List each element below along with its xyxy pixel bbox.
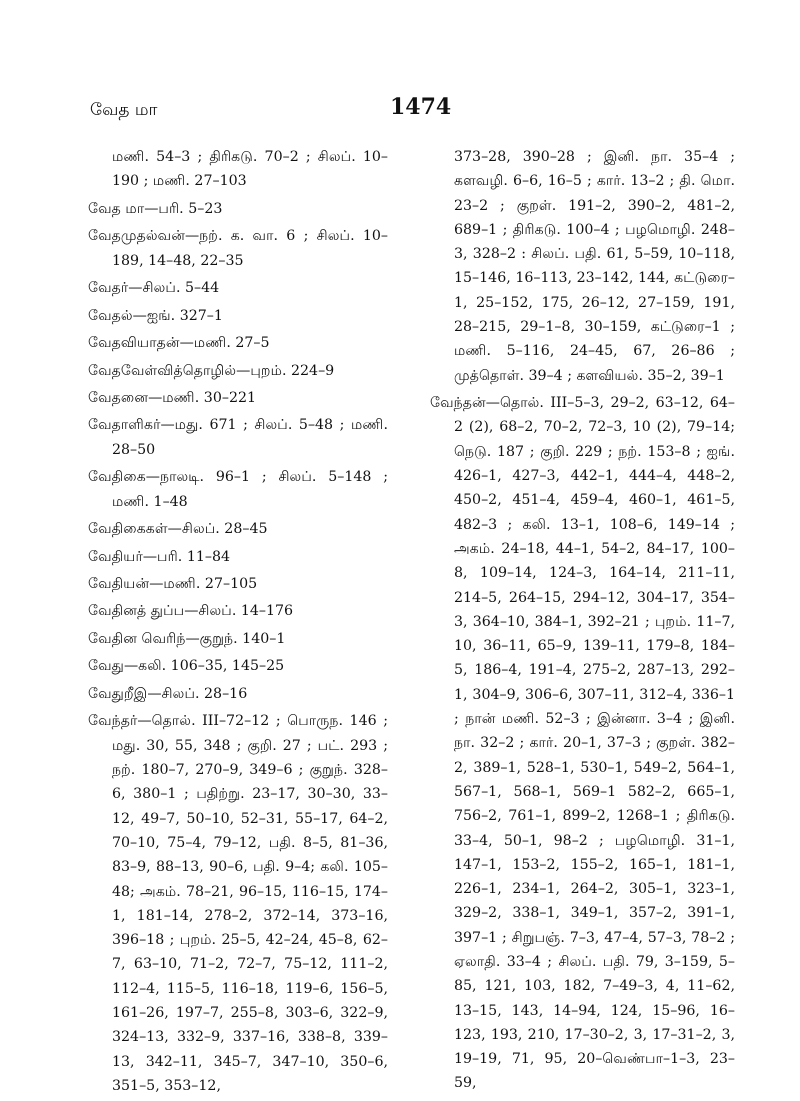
right-column bbox=[430, 145, 735, 1099]
index-entry: வேதல்—ஐங். 327–1 bbox=[88, 307, 223, 324]
index-entry: வேதியர்—பரி. 11–84 bbox=[88, 548, 231, 565]
index-entry: வேதாளிகர்—மது. 671 ; சிலப். 5–48 ; மணி. 28–50 bbox=[88, 417, 388, 458]
page-number: 1474 bbox=[390, 94, 452, 120]
index-entry: வேதிகை—நாலடி. 96–1 ; சிலப். 5–148 ; மணி. 1–48 bbox=[88, 469, 388, 510]
index-entry: மணி. 54–3 ; திரிகடு. 70–2 ; சிலப். 10–190 ; மணி. 27–103 bbox=[112, 149, 388, 190]
index-entry: வேதமுதல்வன்—நற். க. வா. 6 ; சிலப். 10–189, 14–48, 22–35 bbox=[88, 228, 388, 269]
index-entry: வேது—கலி. 106–35, 145–25 bbox=[88, 658, 285, 675]
index-entry: வேதர்—சிலப். 5–44 bbox=[88, 280, 220, 297]
page-header bbox=[0, 92, 800, 132]
index-entry: வேதுறீஇ—சிலப். 28–16 bbox=[88, 685, 248, 702]
index-entry: வேந்தர்—தொல். III–72–12 ; பொருந. 146 ; மது. 30, 55, 348 ; குறி. 27 ; பட். 293 ; நற். 180–7, 270–9, 349–6 ; குறுந். 328–6, 380–1 ; பதிற்று. 23–17, 30–30, 33–12, 49–7, 50–10, 52–31, 55–17, 64–2, 70–10, 75–4, 79–12, பதி. 8–5, 81–36, 83–9, 88–13, 90–6, பதி. 9–4; கலி. 105–48; அகம். 78–21, 96–15, 116–15, 174–1, 181–14, 278–2, 372–14, 373–16, 396–18 ; புறம். 25–5, 42–24, 45–8, 62–7, 63–10, 71–2, 72–7, 75–12, 111–2, 112–4, 115–5, 116–18, 119–6, 156–5, 161–26, 197–7, 255–8, 303–6, 322–9, 324–13, 332–9, 337–16, 338–8, 339–13, 342–11, 345–7, 347–10, 350–6, 351–5, 353–12, bbox=[88, 713, 388, 1094]
index-entry: 373–28, 390–28 ; இனி. நா. 35–4 ; களவழி. 6–6, 16–5 ; கார். 13–2 ; தி. மொ. 23–2 ; குறள். 191–2, 390–2, 481–2, 689–1 ; திரிகடு. 100–4 ; பழமொழி. 248–3, 328–2 : சிலப். பதி. 61, 5–59, 10–118, 15–146, 16–113, 23–142, 144, கட்டுரை–1, 25–152, 175, 26–12, 27–159, 191, 28–215, 29–1–8, 30–159, கட்டுரை–1 ; மணி. 5–116, 24–45, 67, 26–86 ; முத்தொள். 39–4 ; களவியல். 35–2, 39–1 bbox=[454, 149, 735, 384]
index-entry: வேத மா—பரி. 5–23 bbox=[88, 200, 223, 217]
index-entry: வேதனை—மணி. 30–221 bbox=[88, 389, 257, 406]
index-entry: வேதின வெரிந்—குறுந். 140–1 bbox=[88, 630, 286, 647]
running-head: வேத மா bbox=[90, 100, 158, 120]
index-entry: வேந்தன்—தொல். III–5–3, 29–2, 63–12, 64–2 (2), 68–2, 70–2, 72–3, 10 (2), 79–14; நெடு. 187 ; குறி. 229 ; நற். 153–8 ; ஐங். 426–1, 427–3, 442–1, 444–4, 448–2, 450–2, 451–4, 459–4, 460–1, 461–5, 482–3 ; கலி. 13–1, 108–6, 149–14 ; அகம். 24–18, 44–1, 54–2, 84–17, 100–8, 109–14, 124–3, 164–14, 211–11, 214–5, 264–15, 294–12, 304–17, 354–3, 364–10, 384–1, 392–21 ; புறம். 11–7, 10, 36–11, 65–9, 139–11, 179–8, 184–5, 186–4, 191–4, 275–2, 287–13, 292–1, 304–9, 306–6, 307–11, 312–4, 336–1 ; நான் மணி. 52–3 ; இன்னா. 3–4 ; இனி. நா. 32–2 ; கார். 20–1, 37–3 ; குறள். 382–2, 389–1, 528–1, 530–1, 549–2, 564–1, 567–1, 568–1, 569–1 582–2, 665–1, 756–2, 761–1, 899–2, 1268–1 ; திரிகடு. 33–4, 50–1, 98–2 ; பழமொழி. 31–1, 147–1, 153–2, 155–2, 165–1, 181–1, 226–1, 234–1, 264–2, 305–1, 323–1, 329–2, 338–1, 349–1, 357–2, 391–1, 397–1 ; சிறுபஞ். 7–3, 47–4, 57–3, 78–2 ; ஏலாதி. 33–4 ; சிலப். பதி. 79, 3–159, 5–85, 121, 103, 182, 7–49–3, 4, 11–62, 13–15, 143, 14–94, 124, 15–96, 16–123, 193, 210, 17–30–2, 3, 17–31–2, 3, 19–19, 71, 95, 20–வெண்பா–1–3, 23–59, bbox=[430, 395, 735, 1092]
index-entry: வேதவேள்வித்தொழில்—புறம். 224–9 bbox=[88, 362, 335, 379]
index-entry: வேதினத் துப்ப—சிலப். 14–176 bbox=[88, 603, 294, 620]
index-entry: வேதவியாதன்—மணி. 27–5 bbox=[88, 335, 270, 352]
index-entry: வேதியன்—மணி. 27–105 bbox=[88, 576, 258, 592]
left-column bbox=[88, 145, 388, 1101]
index-entry: வேதிகைகள்—சிலப். 28–45 bbox=[88, 521, 268, 538]
